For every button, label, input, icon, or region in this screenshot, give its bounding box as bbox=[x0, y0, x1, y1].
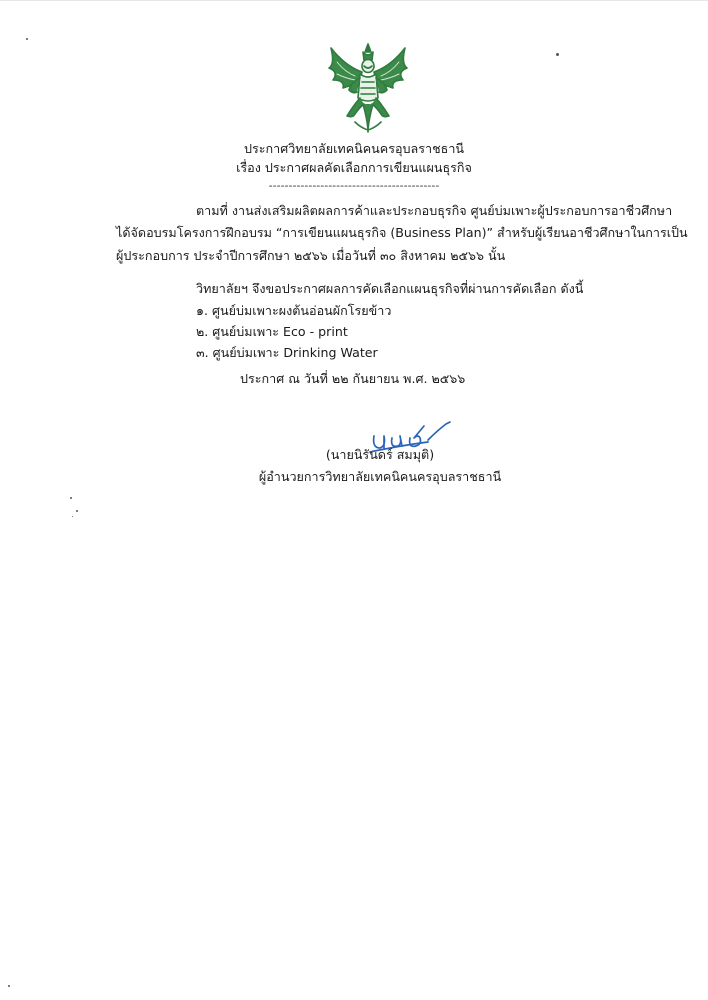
list-item: ๒. ศูนย์บ่มเพาะ Eco - print bbox=[196, 324, 348, 339]
scan-speck bbox=[72, 516, 73, 517]
list-item: ๓. ศูนย์บ่มเพาะ Drinking Water bbox=[196, 345, 378, 360]
title-divider: ------------------------------------------- bbox=[268, 179, 440, 192]
scan-speck bbox=[556, 53, 559, 56]
paragraph-2: วิทยาลัยฯ จึงขอประกาศผลการคัดเลือกแผนธุรกิจที่ผ่านการคัดเลือก ดังนี้ bbox=[196, 281, 584, 296]
list-item: ๑. ศูนย์บ่มเพาะผงต้นอ่อนผักโรยข้าว bbox=[196, 303, 392, 318]
page-edge-line bbox=[0, 0, 708, 1]
scan-speck bbox=[26, 38, 28, 40]
announcement-subject: เรื่อง ประกาศผลคัดเลือกการเขียนแผนธุรกิจ bbox=[236, 160, 472, 175]
paragraph-1-line-1: ตามที่ งานส่งเสริมผลิตผลการค้าและประกอบธุรกิจ ศูนย์บ่มเพาะผู้ประกอบการอาชีวศึกษา bbox=[196, 203, 673, 218]
paragraph-1-line-3: ผู้ประกอบการ ประจำปีการศึกษา ๒๕๖๖ เมื่อวันที่ ๓๐ สิงหาคม ๒๕๖๖ นั้น bbox=[116, 248, 506, 263]
scan-speck bbox=[8, 985, 10, 987]
paragraph-1-line-2: ได้จัดอบรมโครงการฝึกอบรม “การเขียนแผนธุรกิจ (Business Plan)” สำหรับผู้เรียนอาชีวศึกษาในการเป็น bbox=[116, 225, 688, 240]
announcement-title: ประกาศวิทยาลัยเทคนิคนครอุบลราชธานี bbox=[243, 141, 465, 156]
signer-position: ผู้อำนวยการวิทยาลัยเทคนิคนครอุบลราชธานี bbox=[258, 469, 502, 484]
announcement-date: ประกาศ ณ วันที่ ๒๒ กันยายน พ.ศ. ๒๕๖๖ bbox=[240, 371, 466, 386]
signer-name: (นายนิรันดร์ สมมุติ) bbox=[325, 447, 435, 462]
garuda-emblem-icon bbox=[325, 42, 411, 134]
scan-speck bbox=[70, 497, 72, 499]
scan-speck bbox=[76, 510, 78, 512]
